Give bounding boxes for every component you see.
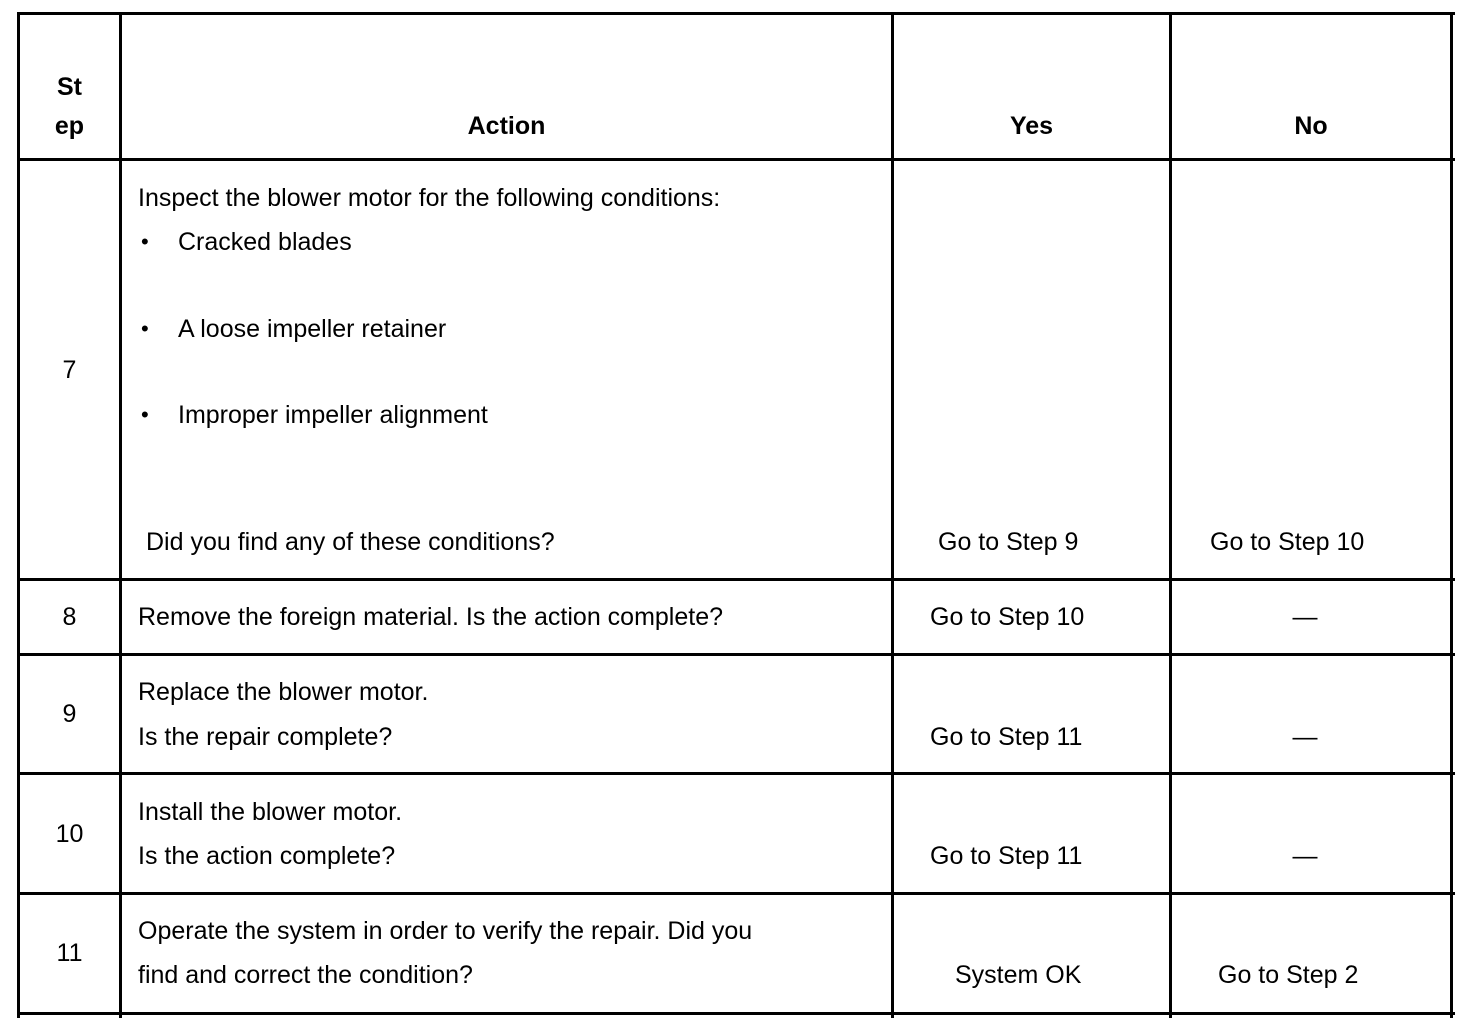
header-step-line1: St [57, 73, 82, 101]
action-text-line2: find and correct the condition? [138, 961, 473, 989]
no-result: — [1292, 603, 1318, 631]
condition-item: Cracked blades [178, 228, 352, 256]
step-number: 9 [62, 700, 77, 728]
action-text-line1: Replace the blower motor. [138, 678, 429, 706]
no-result: Go to Step 10 [1210, 528, 1365, 556]
step-number: 10 [55, 820, 84, 848]
action-text-line1: Operate the system in order to verify the repair. Did you [138, 917, 753, 945]
column-divider [891, 12, 894, 1018]
bullet-marker: • [141, 402, 149, 427]
bullet-marker: • [141, 229, 149, 254]
row-divider [17, 578, 1455, 581]
action-text-line2: Is the action complete? [138, 842, 396, 870]
table-border-right [1450, 12, 1453, 1018]
header-action: Action [467, 112, 546, 140]
row-divider [17, 772, 1455, 775]
action-question: Did you find any of these conditions? [146, 528, 555, 556]
action-text-line2: Is the repair complete? [138, 723, 393, 751]
action-text: Remove the foreign material. Is the action complete? [138, 603, 724, 631]
step-number: 11 [56, 939, 83, 967]
header-divider [17, 158, 1455, 161]
table-border-bottom [17, 1012, 1455, 1015]
diagnostic-table [17, 12, 1455, 1018]
header-step [20, 72, 119, 141]
no-result: — [1292, 842, 1318, 870]
row-divider [17, 653, 1455, 656]
header-step-line2: ep [54, 112, 85, 140]
condition-item: A loose impeller retainer [178, 315, 447, 343]
yes-result: Go to Step 9 [938, 528, 1079, 556]
table-border-left [17, 12, 20, 1018]
bullet-marker: • [141, 316, 149, 341]
yes-result: System OK [955, 961, 1082, 989]
step-number: 7 [62, 356, 77, 384]
action-intro: Inspect the blower motor for the following conditions: [138, 184, 721, 212]
column-divider [119, 12, 122, 1018]
table-border-top [17, 12, 1455, 15]
yes-result: Go to Step 10 [930, 603, 1085, 631]
condition-item: Improper impeller alignment [178, 401, 488, 429]
row-divider [17, 892, 1455, 895]
yes-result: Go to Step 11 [930, 842, 1083, 870]
step-number: 8 [62, 603, 77, 631]
no-result: Go to Step 2 [1218, 961, 1359, 989]
yes-result: Go to Step 11 [930, 723, 1083, 751]
no-result: — [1292, 723, 1318, 751]
action-text-line1: Install the blower motor. [138, 798, 403, 826]
header-no: No [1294, 112, 1328, 140]
header-yes: Yes [1009, 112, 1054, 140]
